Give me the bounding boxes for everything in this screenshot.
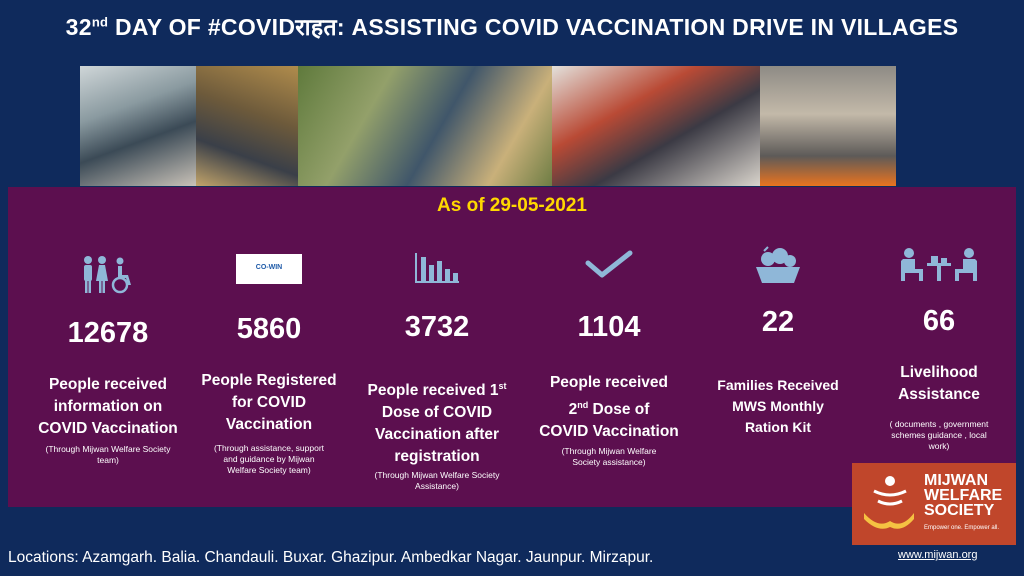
photo-registration-desk [80, 66, 196, 186]
cowin-logo: CO-WIN [236, 254, 302, 284]
stat-label: People received information on COVID Vaccination [38, 376, 178, 437]
stat-note: (Through Mijwan Welfare Society assistance) [561, 446, 657, 467]
meeting-table-icon [897, 247, 981, 283]
stat-note: (Through Mijwan Welfare Society team) [45, 444, 171, 465]
stat-label: Families Received MWS Monthly Ration Kit [717, 377, 839, 435]
bar-chart-icon [413, 251, 461, 285]
photo-village-outreach [298, 66, 552, 186]
photo-vaccination-indoor [196, 66, 298, 186]
stat-value: 66 [922, 305, 956, 337]
stats-panel [8, 187, 1016, 507]
fruit-basket-icon [754, 245, 802, 285]
locations-text: Locations: Azamgarh. Balia. Chandauli. Buxar. Ghazipur. Ambedkar Nagar. Jaunpur. Mirzapur. [8, 549, 654, 566]
photo-strip [80, 66, 896, 186]
logo-text: MIJWAN WELFARE SOCIETY [924, 472, 1003, 519]
as-of-date: As of 29-05-2021 [437, 195, 587, 216]
stat-note: (Through assistance, support and guidance by Mijwan Welfare Society team) [213, 443, 325, 475]
stat-value: 3732 [404, 311, 470, 343]
people-accessibility-icon [80, 255, 136, 295]
stat-value: 22 [761, 306, 795, 338]
stat-value: 1104 [577, 311, 641, 343]
checkmark-icon [584, 249, 634, 279]
stat-value: 12678 [67, 317, 149, 349]
website-link[interactable]: www.mijwan.org [898, 549, 978, 561]
mijwan-logo [852, 463, 1016, 545]
photo-health-worker [760, 66, 896, 186]
hands-emblem-icon [860, 473, 918, 533]
photo-vaccination-woman [552, 66, 760, 186]
stat-label: People Registered for COVID Vaccination [201, 372, 337, 433]
stat-value: 5860 [236, 313, 302, 345]
stat-label: People received 2nd Dose of COVID Vaccination [539, 374, 679, 441]
page-title: 32nd DAY OF #COVIDराहत: ASSISTING COVID VACCINATION DRIVE IN VILLAGES [65, 14, 959, 40]
stat-note: (Through Mijwan Welfare Society Assistance) [374, 470, 500, 491]
stat-label: Livelihood Assistance [898, 364, 980, 403]
stat-note: ( documents , government schemes guidance , local work) [889, 419, 989, 451]
stat-label: People received 1st Dose of COVID Vaccination after registration [367, 381, 507, 466]
logo-tagline: Empower one. Empower all. [924, 525, 1000, 531]
